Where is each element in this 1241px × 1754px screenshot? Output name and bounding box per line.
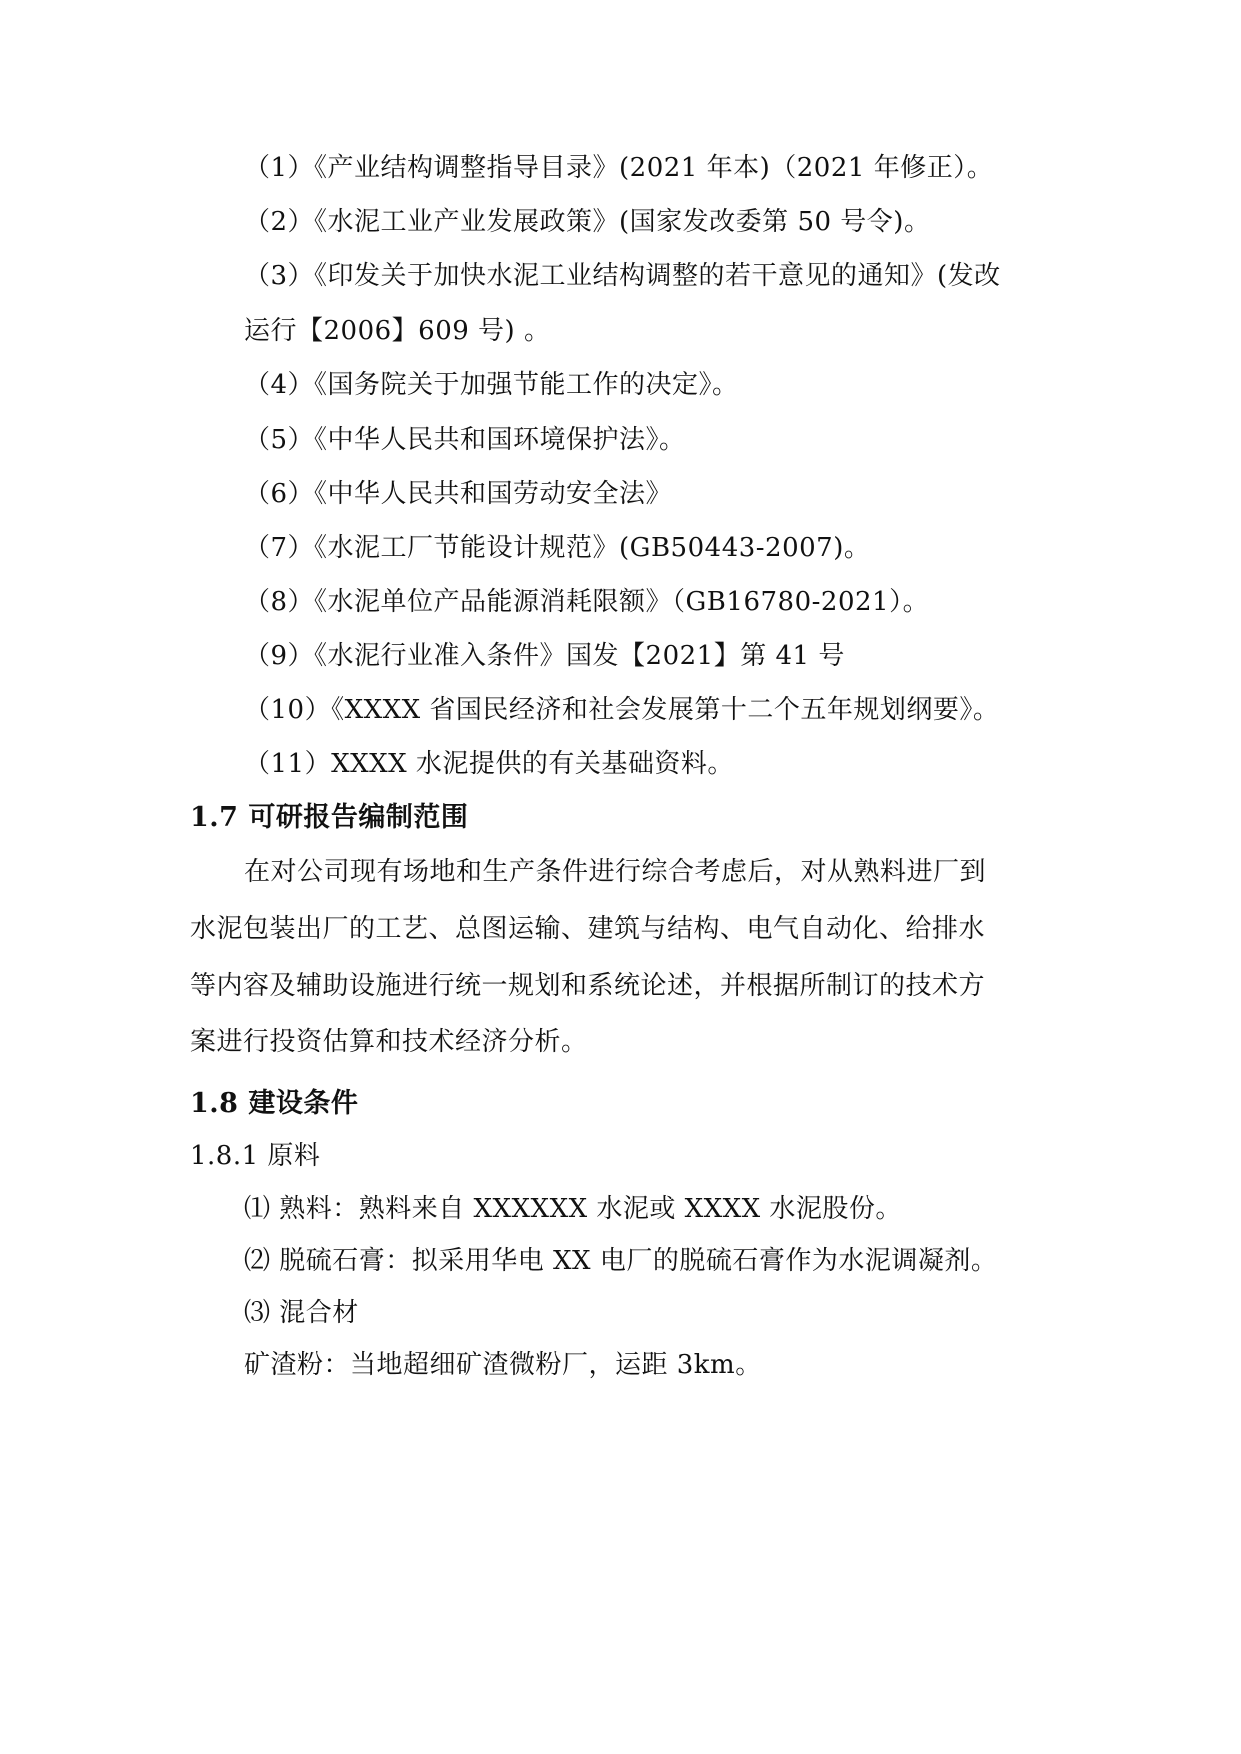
paragraph-line: 水泥包装出厂的工艺、总图运输、建筑与结构、电气自动化、给排水 — [190, 914, 986, 944]
reference-item-8: （8）《水泥单位产品能源消耗限额》（GB16780-2021）。 — [244, 587, 930, 617]
reference-item-3-continued: 运行【2006】609 号) 。 — [244, 316, 551, 346]
reference-item-2: （2）《水泥工业产业发展政策》(国家发改委第 50 号令)。 — [244, 207, 931, 237]
paragraph-line: 在对公司现有场地和生产条件进行综合考虑后，对从熟料进厂到 — [244, 857, 987, 887]
sub-heading-1-8-1: 1.8.1 原料 — [190, 1141, 321, 1171]
reference-item-9: （9）《水泥行业准入条件》国发【2021】第 41 号 — [244, 641, 845, 671]
reference-item-3: （3）《印发关于加快水泥工业结构调整的若干意见的通知》(发改 — [244, 261, 1001, 291]
material-item-gypsum: ⑵ 脱硫石膏：拟采用华电 XX 电厂的脱硫石膏作为水泥调凝剂。 — [244, 1246, 998, 1276]
reference-item-6: （6）《中华人民共和国劳动安全法》 — [244, 479, 673, 509]
material-item-admixture: ⑶ 混合材 — [244, 1298, 359, 1328]
reference-item-5: （5）《中华人民共和国环境保护法》。 — [244, 425, 686, 455]
material-item-clinker: ⑴ 熟料：熟料来自 XXXXXX 水泥或 XXXX 水泥股份。 — [244, 1194, 902, 1224]
section-heading-1-7: 1.7 可研报告编制范围 — [190, 802, 469, 833]
reference-item-11: （11）XXXX 水泥提供的有关基础资料。 — [244, 749, 734, 779]
reference-item-10: （10）《XXXX 省国民经济和社会发展第十二个五年规划纲要》。 — [244, 695, 1000, 725]
material-item-slag-powder: 矿渣粉：当地超细矿渣微粉厂，运距 3km。 — [244, 1350, 762, 1380]
reference-item-7: （7）《水泥工厂节能设计规范》(GB50443-2007)。 — [244, 533, 871, 563]
paragraph-line: 等内容及辅助设施进行统一规划和系统论述，并根据所制订的技术方 — [190, 971, 986, 1001]
reference-item-4: （4）《国务院关于加强节能工作的决定》。 — [244, 370, 739, 400]
reference-item-1: （1）《产业结构调整指导目录》(2021 年本)（2021 年修正）。 — [244, 153, 994, 183]
paragraph-line: 案进行投资估算和技术经济分析。 — [190, 1027, 588, 1057]
section-heading-1-8: 1.8 建设条件 — [190, 1088, 359, 1119]
